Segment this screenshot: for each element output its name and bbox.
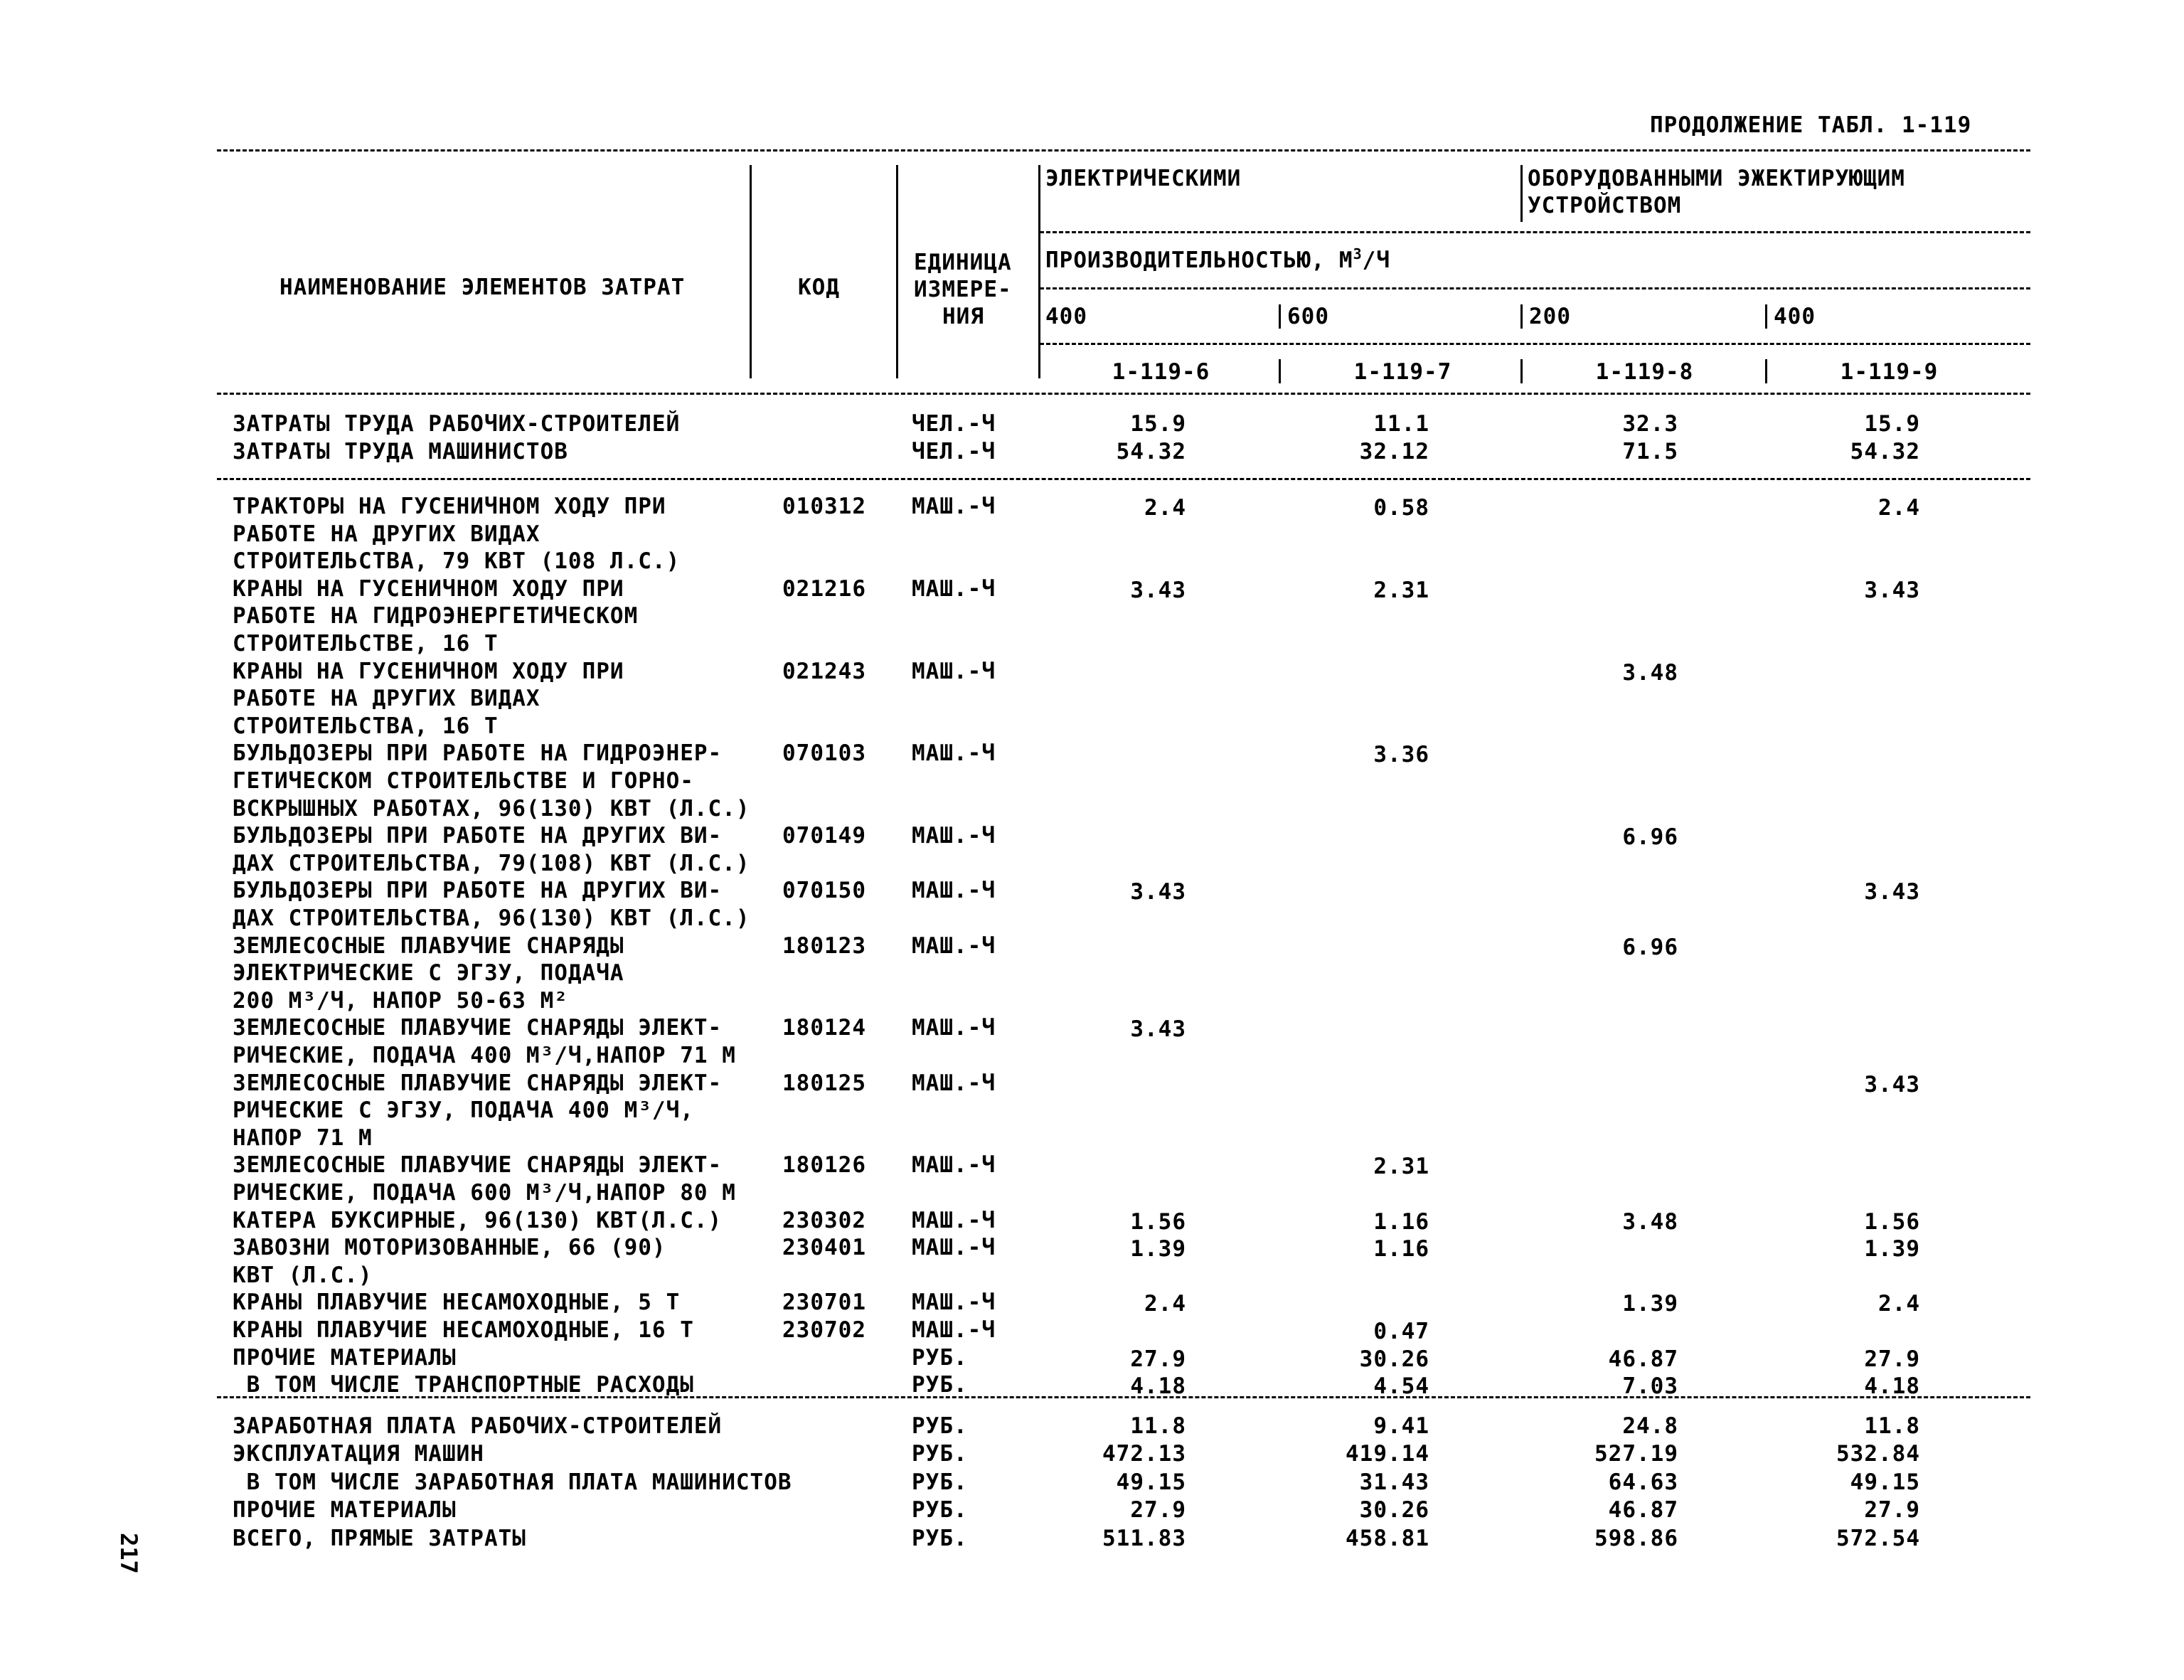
total-row-value-1: 511.83 — [1102, 1525, 1186, 1551]
machine-row-name: КРАНЫ ПЛАВУЧИЕ НЕСАМОХОДНЫЕ, 16 Т — [233, 1317, 694, 1343]
cap-value-3: 200 — [1529, 304, 1571, 329]
norm-code-1: 1-119-6 — [1112, 359, 1210, 385]
productivity-tail: /Ч — [1362, 248, 1390, 273]
machine-row-unit: МАШ.-Ч — [912, 658, 996, 684]
norm-code-2: 1-119-7 — [1353, 359, 1452, 385]
total-row-name: ВСЕГО, ПРЯМЫЕ ЗАТРАТЫ — [233, 1525, 526, 1551]
machine-row-name: РАБОТЕ НА ДРУГИХ ВИДАХ — [233, 521, 540, 547]
machine-row-name: РИЧЕСКИЕ, ПОДАЧА 400 М³/Ч,НАПОР 71 М — [233, 1043, 736, 1068]
machine-row-unit: МАШ.-Ч — [912, 932, 996, 959]
header-divider-code3 — [1520, 359, 1523, 383]
total-row-value-2: 458.81 — [1346, 1525, 1429, 1551]
total-row-value-1: 11.8 — [1130, 1413, 1186, 1439]
total-row-name: ЭКСПЛУАТАЦИЯ МАШИН — [233, 1441, 484, 1467]
total-row-value-2: 419.14 — [1346, 1441, 1429, 1467]
total-row-value-3: 64.63 — [1608, 1469, 1678, 1495]
machine-row-name: ЗЕМЛЕСОСНЫЕ ПЛАВУЧИЕ СНАРЯДЫ — [233, 932, 624, 959]
machine-row-value-2: 1.16 — [1373, 1208, 1429, 1235]
col-header-name: НАИМЕНОВАНИЕ ЭЛЕМЕНТОВ ЗАТРАТ — [279, 275, 686, 300]
machine-row-name: БУЛЬДОЗЕРЫ ПРИ РАБОТЕ НА ДРУГИХ ВИ- — [233, 823, 723, 849]
machine-row-value-4: 1.56 — [1864, 1208, 1920, 1235]
machine-row-value-4: 2.4 — [1878, 495, 1920, 521]
total-row-name: ПРОЧИЕ МАТЕРИАЛЫ — [233, 1497, 457, 1524]
machine-row-unit: МАШ.-Ч — [912, 575, 996, 602]
total-row-unit: РУБ. — [912, 1469, 968, 1495]
machine-row-value-4: 3.43 — [1864, 577, 1920, 603]
machine-row-unit: МАШ.-Ч — [912, 740, 996, 767]
machine-row-name: КВТ (Л.С.) — [233, 1262, 373, 1288]
machine-row-value-4: 3.43 — [1864, 1071, 1920, 1097]
machine-row-name: РИЧЕСКИЕ, ПОДАЧА 600 М³/Ч,НАПОР 80 М — [233, 1180, 736, 1206]
machine-row-name: ДАХ СТРОИТЕЛЬСТВА, 79(108) КВТ (Л.С.) — [233, 850, 750, 876]
machine-row-code: 180123 — [782, 932, 866, 959]
machine-row-name: БУЛЬДОЗЕРЫ ПРИ РАБОТЕ НА ГИДРОЭНЕР- — [233, 740, 723, 767]
col-header-ejector-2: УСТРОЙСТВОМ — [1528, 193, 1682, 218]
machine-row-name: РИЧЕСКИЕ С ЭГЗУ, ПОДАЧА 400 М³/Ч, — [233, 1097, 694, 1124]
total-row-value-4: 27.9 — [1864, 1497, 1920, 1524]
rule-after-labor — [217, 478, 2030, 480]
labor-row-value-2: 32.12 — [1359, 438, 1429, 464]
page-number: 217 — [115, 1533, 142, 1574]
machine-row-code: 180126 — [782, 1152, 866, 1179]
machine-row-value-3: 6.96 — [1622, 934, 1678, 960]
norm-code-4: 1-119-9 — [1840, 359, 1939, 385]
machine-row-name: ЗЕМЛЕСОСНЫЕ ПЛАВУЧИЕ СНАРЯДЫ ЭЛЕКТ- — [233, 1015, 723, 1041]
norm-code-3: 1-119-8 — [1595, 359, 1694, 385]
total-row-value-4: 49.15 — [1850, 1469, 1920, 1495]
machine-row-code: 180124 — [782, 1015, 866, 1041]
machine-row-value-4: 1.39 — [1864, 1236, 1920, 1262]
machine-row-name: КРАНЫ НА ГУСЕНИЧНОМ ХОДУ ПРИ — [233, 658, 624, 684]
machine-row-unit: РУБ. — [912, 1344, 968, 1371]
machine-row-name: ЗАВОЗНИ МОТОРИЗОВАННЫЕ, 66 (90) — [233, 1235, 666, 1261]
machine-row-unit: МАШ.-Ч — [912, 878, 996, 904]
labor-row-value-1: 15.9 — [1130, 411, 1186, 437]
machine-row-code: 230302 — [782, 1207, 866, 1233]
col-header-productivity — [1045, 247, 1390, 274]
header-divider-name — [750, 165, 752, 378]
cap-value-1: 400 — [1045, 304, 1087, 329]
total-row-unit: РУБ. — [912, 1413, 968, 1439]
machine-row-value-4: 27.9 — [1864, 1346, 1920, 1372]
machine-row-value-1: 3.43 — [1130, 577, 1186, 603]
total-row-value-2: 30.26 — [1359, 1497, 1429, 1524]
machine-row-value-2: 2.31 — [1373, 577, 1429, 603]
total-row-value-4: 532.84 — [1836, 1441, 1920, 1467]
machine-row-value-2: 4.54 — [1373, 1373, 1429, 1400]
machine-row-value-2: 30.26 — [1359, 1346, 1429, 1372]
machine-row-value-1: 4.18 — [1130, 1373, 1186, 1400]
machine-row-unit: МАШ.-Ч — [912, 494, 996, 519]
machine-row-value-3: 7.03 — [1622, 1373, 1678, 1400]
machine-row-name: КРАНЫ НА ГУСЕНИЧНОМ ХОДУ ПРИ — [233, 575, 624, 602]
labor-row-value-3: 32.3 — [1622, 411, 1678, 437]
machine-row-unit: МАШ.-Ч — [912, 1317, 996, 1343]
machine-row-value-2: 0.47 — [1373, 1319, 1429, 1344]
machine-row-name: НАПОР 71 М — [233, 1125, 373, 1151]
machine-row-value-1: 1.56 — [1130, 1208, 1186, 1235]
machine-row-value-4: 3.43 — [1864, 879, 1920, 905]
machine-row-value-2: 1.16 — [1373, 1236, 1429, 1262]
machine-row-value-1: 2.4 — [1144, 1291, 1186, 1317]
labor-row-unit: ЧЕЛ.-Ч — [912, 411, 996, 437]
labor-row-name: ЗАТРАТЫ ТРУДА РАБОЧИХ-СТРОИТЕЛЕЙ — [233, 411, 681, 437]
machine-row-name: ПРОЧИЕ МАТЕРИАЛЫ — [233, 1344, 457, 1371]
total-row-value-2: 9.41 — [1373, 1413, 1429, 1439]
total-row-unit: РУБ. — [912, 1497, 968, 1524]
machine-row-name: ГЕТИЧЕСКОМ СТРОИТЕЛЬСТВЕ И ГОРНО- — [233, 768, 694, 794]
machine-row-code: 180125 — [782, 1070, 866, 1096]
machine-row-code: 021243 — [782, 658, 866, 684]
machine-row-value-2: 0.58 — [1373, 495, 1429, 521]
machine-row-value-2: 3.36 — [1373, 742, 1429, 768]
total-row-unit: РУБ. — [912, 1525, 968, 1551]
col-header-unit-1: ЕДИНИЦА — [914, 250, 1012, 275]
total-row-name: В ТОМ ЧИСЛЕ ЗАРАБОТНАЯ ПЛАТА МАШИНИСТОВ — [233, 1469, 792, 1495]
header-divider-code — [896, 165, 898, 378]
total-row-value-1: 49.15 — [1116, 1469, 1186, 1495]
total-row-value-2: 31.43 — [1359, 1469, 1429, 1495]
machine-row-unit: МАШ.-Ч — [912, 1015, 996, 1041]
labor-row-value-1: 54.32 — [1116, 438, 1186, 464]
rule-top — [217, 149, 2030, 151]
machine-row-code: 230701 — [782, 1290, 866, 1316]
rule-header-2 — [1040, 287, 2030, 289]
header-divider-cap3 — [1520, 304, 1523, 329]
total-row-value-4: 11.8 — [1864, 1413, 1920, 1439]
total-row-unit: РУБ. — [912, 1441, 968, 1467]
machine-row-value-4: 4.18 — [1864, 1373, 1920, 1400]
rule-header-3 — [1040, 343, 2030, 345]
header-divider-unit — [1038, 165, 1040, 378]
total-row-value-1: 472.13 — [1102, 1441, 1186, 1467]
col-header-unit-2: ИЗМЕРЕ- — [914, 277, 1012, 302]
labor-row-value-4: 54.32 — [1850, 438, 1920, 464]
machine-row-code: 230401 — [782, 1235, 866, 1261]
labor-row-value-3: 71.5 — [1622, 438, 1678, 464]
labor-row-name: ЗАТРАТЫ ТРУДА МАШИНИСТОВ — [233, 438, 568, 464]
productivity-sup: 3 — [1353, 245, 1363, 262]
total-row-value-4: 572.54 — [1836, 1525, 1920, 1551]
header-divider-code2 — [1279, 359, 1281, 383]
machine-row-name: СТРОИТЕЛЬСТВА, 79 КВТ (108 Л.С.) — [233, 548, 681, 575]
machine-row-value-3: 3.48 — [1622, 1208, 1678, 1235]
machine-row-code: 070103 — [782, 740, 866, 767]
labor-row-value-2: 11.1 — [1373, 411, 1429, 437]
machine-row-unit: МАШ.-Ч — [912, 823, 996, 849]
machine-row-value-1: 3.43 — [1130, 879, 1186, 905]
total-row-value-3: 527.19 — [1594, 1441, 1678, 1467]
machine-row-value-3: 46.87 — [1608, 1346, 1678, 1372]
machine-row-value-2: 2.31 — [1373, 1154, 1429, 1180]
machine-row-code: 230702 — [782, 1317, 866, 1343]
header-divider-cap2 — [1279, 304, 1281, 329]
machine-row-name: КРАНЫ ПЛАВУЧИЕ НЕСАМОХОДНЫЕ, 5 Т — [233, 1290, 681, 1316]
machine-row-name: КАТЕРА БУКСИРНЫЕ, 96(130) КВТ(Л.С.) — [233, 1207, 723, 1233]
machine-row-value-1: 3.43 — [1130, 1016, 1186, 1043]
machine-row-value-1: 27.9 — [1130, 1346, 1186, 1372]
total-row-value-3: 46.87 — [1608, 1497, 1678, 1524]
machine-row-name: СТРОИТЕЛЬСТВА, 16 Т — [233, 713, 499, 739]
machine-row-name: 200 М³/Ч, НАПОР 50-63 М² — [233, 987, 568, 1014]
machine-row-value-3: 1.39 — [1622, 1291, 1678, 1317]
machine-row-value-3: 3.48 — [1622, 659, 1678, 686]
machine-row-name: СТРОИТЕЛЬСТВЕ, 16 Т — [233, 631, 499, 656]
machine-row-name: ЗЕМЛЕСОСНЫЕ ПЛАВУЧИЕ СНАРЯДЫ ЭЛЕКТ- — [233, 1070, 723, 1096]
total-row-value-3: 598.86 — [1594, 1525, 1678, 1551]
machine-row-unit: МАШ.-Ч — [912, 1070, 996, 1096]
labor-row-unit: ЧЕЛ.-Ч — [912, 438, 996, 464]
machine-row-name: ВСКРЫШНЫХ РАБОТАХ, 96(130) КВТ (Л.С.) — [233, 795, 750, 822]
machine-row-unit: МАШ.-Ч — [912, 1152, 996, 1179]
machine-row-name: ТРАКТОРЫ НА ГУСЕНИЧНОМ ХОДУ ПРИ — [233, 494, 666, 519]
header-divider-code4 — [1765, 359, 1767, 383]
continuation-title: ПРОДОЛЖЕНИЕ ТАБЛ. 1-119 — [1650, 112, 1972, 138]
machine-row-name: РАБОТЕ НА ГИДРОЭНЕРГЕТИЧЕСКОМ — [233, 603, 639, 629]
col-header-electric: ЭЛЕКТРИЧЕСКИМИ — [1045, 166, 1242, 191]
rule-header-1 — [1040, 231, 2030, 233]
col-header-unit-3: НИЯ — [942, 304, 984, 329]
machine-row-name: РАБОТЕ НА ДРУГИХ ВИДАХ — [233, 686, 540, 712]
cap-value-2: 600 — [1287, 304, 1329, 329]
machine-row-code: 010312 — [782, 494, 866, 519]
machine-row-unit: МАШ.-Ч — [912, 1235, 996, 1261]
machine-row-code: 021216 — [782, 575, 866, 602]
machine-row-name: ДАХ СТРОИТЕЛЬСТВА, 96(130) КВТ (Л.С.) — [233, 905, 750, 931]
total-row-value-1: 27.9 — [1130, 1497, 1186, 1524]
machine-row-unit: МАШ.-Ч — [912, 1207, 996, 1233]
col-header-ejector-1: ОБОРУДОВАННЫМИ ЭЖЕКТИРУЮЩИМ — [1528, 166, 1905, 191]
labor-row-value-4: 15.9 — [1864, 411, 1920, 437]
machine-row-value-1: 2.4 — [1144, 495, 1186, 521]
machine-row-unit: РУБ. — [912, 1372, 968, 1398]
total-row-value-3: 24.8 — [1622, 1413, 1678, 1439]
machine-row-name: БУЛЬДОЗЕРЫ ПРИ РАБОТЕ НА ДРУГИХ ВИ- — [233, 878, 723, 904]
machine-row-value-4: 2.4 — [1878, 1291, 1920, 1317]
machine-row-name: В ТОМ ЧИСЛЕ ТРАНСПОРТНЫЕ РАСХОДЫ — [233, 1372, 694, 1398]
machine-row-value-3: 6.96 — [1622, 824, 1678, 851]
machine-row-code: 070149 — [782, 823, 866, 849]
total-row-name: ЗАРАБОТНАЯ ПЛАТА РАБОЧИХ-СТРОИТЕЛЕЙ — [233, 1413, 723, 1439]
machine-row-code: 070150 — [782, 878, 866, 904]
machine-row-name: ЗЕМЛЕСОСНЫЕ ПЛАВУЧИЕ СНАРЯДЫ ЭЛЕКТ- — [233, 1152, 723, 1179]
machine-row-value-1: 1.39 — [1130, 1236, 1186, 1262]
productivity-label: ПРОИЗВОДИТЕЛЬНОСТЬЮ, М — [1045, 248, 1353, 273]
rule-header-bottom — [217, 393, 2030, 395]
cap-value-4: 400 — [1774, 304, 1816, 329]
header-divider-ejector — [1520, 165, 1523, 222]
col-header-code: КОД — [798, 275, 840, 300]
machine-row-name: ЭЛЕКТРИЧЕСКИЕ С ЭГЗУ, ПОДАЧА — [233, 960, 624, 987]
header-divider-cap4 — [1765, 304, 1767, 329]
machine-row-unit: МАШ.-Ч — [912, 1290, 996, 1316]
